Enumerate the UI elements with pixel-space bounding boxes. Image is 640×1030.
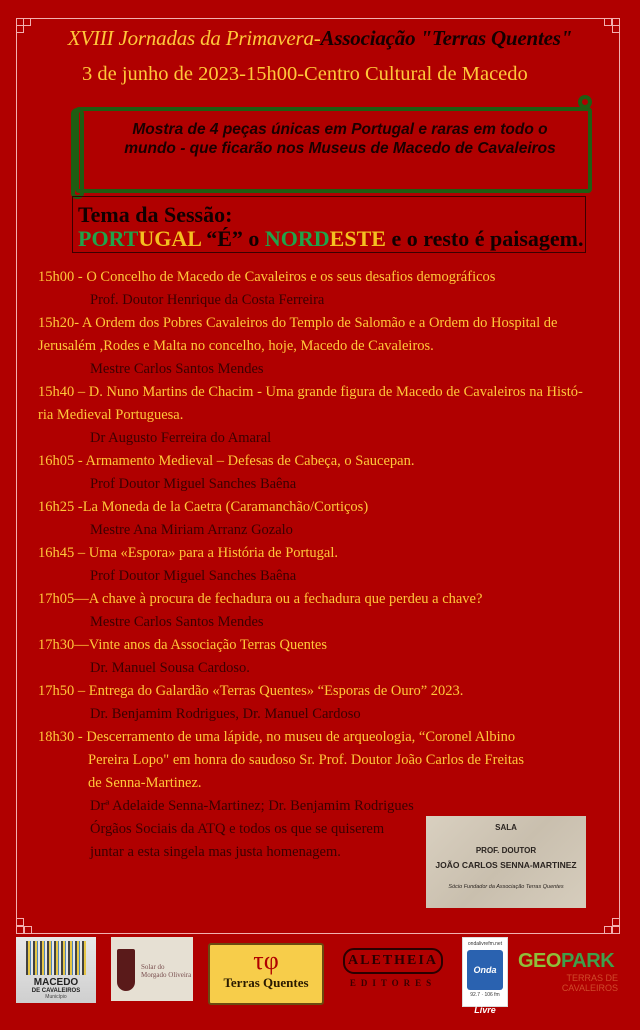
solar-logo-line1: Solar do [141,963,165,971]
solar-logo-text [141,963,191,979]
aletheia-name: ALETHEIA [343,948,443,974]
theme-part: ESTE [329,226,386,251]
program-speaker: Órgãos Sociais da ATQ e todos os que se quiserem [90,821,385,837]
program-speaker: juntar a esta singela mas justa homenagem. [90,844,341,860]
program-talk: 16h25 -La Moneda de la Caetra (Caramanchão/Cortiços) [38,499,369,515]
plaque-line2: PROF. DOUTOR [475,846,537,855]
memorial-plaque-photo [426,816,586,908]
geopark-name-a: GEO [518,950,561,972]
program-speaker: Drª Adelaide Senna-Martinez; Dr. Benjamim Rodrigues [90,798,414,814]
logo-solar-morgado-oliveira [111,937,193,1001]
aletheia-sub: EDITORES [349,978,437,988]
theme-part: e o resto é paisagem. [385,226,584,251]
geopark-name [518,950,622,973]
event-title-association: Associação "Terras Quentes" [320,26,573,50]
exhibit-banner-text [100,120,580,158]
exhibit-banner-line1: Mostra de 4 peças únicas em Portugal e raras em todo o [132,121,548,138]
program-talk: 17h30—Vinte anos da Associação Terras Quentes [38,637,327,653]
program-speaker: Prof. Doutor Henrique da Costa Ferreira [90,292,325,308]
program-speaker: Mestre Carlos Santos Mendes [90,614,264,630]
plaque-line1: SALA [495,823,517,832]
theme-part: PORT [78,226,139,251]
program-speaker: Prof Doutor Miguel Sanches Baêna [90,476,297,492]
event-title [0,26,640,51]
session-theme-label: Tema da Sessão: [78,202,233,227]
onda-livre-wave-icon: Onda Livre [467,950,503,990]
frame-corner-bottom-left [16,918,32,934]
solar-logo-line2: Morgado Oliveira [141,971,192,979]
program-speaker: Mestre Carlos Santos Mendes [90,361,264,377]
exhibit-banner-line2: mundo - que ficarão nos Museus de Macedo de Cavaleiros [124,140,556,157]
program-talk: 18h30 - Descerramento de uma lápide, no museu de arqueologia, “Coronel Albino [38,729,516,745]
program-talk: de Senna-Martinez. [88,775,202,791]
event-date-venue: 3 de junho de 2023-15h00-Centro Cultural de Macedo [82,63,528,85]
geopark-sub1: TERRAS DE [566,973,618,983]
program-talk: 15h20- A Ordem dos Pobres Cavaleiros do Templo de Salomão e a Ordem do Hospital de [38,315,558,331]
program-speaker: Dr. Benjamim Rodrigues, Dr. Manuel Cardoso [90,706,361,722]
program-talk: ria Medieval Portuguesa. [38,407,184,423]
program-talk: Pereira Lopo" em honra do saudoso Sr. Prof. Doutor João Carlos de Freitas [88,752,525,768]
terras-quentes-name: Terras Quentes [223,975,309,990]
coat-of-arms-icon [117,949,135,991]
logo-aletheia-editores [334,944,452,1002]
program-speaker: Dr. Manuel Sousa Cardoso. [90,660,250,676]
theme-part: UGAL [138,226,207,251]
program-talk: 16h05 - Armamento Medieval – Defesas de Cabeça, o Saucepan. [38,453,415,469]
geopark-sub2: CAVALEIROS [561,983,618,993]
program-speaker: Prof Doutor Miguel Sanches Baêna [90,568,297,584]
theme-part: NORD [264,226,330,251]
onda-livre-frequency: 92.7 · 106 fm [470,992,500,998]
macedo-logo-name: MACEDO [33,977,79,988]
program-talk: 15h00 - O Concelho de Macedo de Cavaleiros e os seus desafios demográficos [38,269,496,285]
program-talk: 17h50 – Entrega do Galardão «Terras Quentes» “Esporas de Ouro” 2023. [38,683,464,699]
session-theme-text [78,226,584,252]
program-talk: Jerusalém ,Rodes e Malta no concelho, hoje, Macedo de Cavaleiros. [38,338,434,354]
logo-geopark [518,950,622,993]
scroll-roll-right [578,95,592,109]
geopark-name-b: PARK [560,950,615,972]
program-talk: 16h45 – Uma «Espora» para a História de Portugal. [38,545,338,561]
logo-onda-livre-radio [462,937,508,1015]
logo-macedo-de-cavaleiros [16,937,96,1003]
program-talk: 17h05—A chave à procura de fechadura ou a fechadura que perdeu a chave? [38,591,483,607]
frame-corner-bottom-right [604,918,620,934]
onda-livre-url: ondalivrefm.net [467,941,503,947]
theme-part: “É” o [206,226,265,251]
macedo-logo-sub: DE CAVALEIROS [31,988,81,994]
macedo-map-icon [26,941,86,975]
plaque-line4: Sócio Fundador da Associação Terras Quentes [448,884,564,890]
plaque-line3: JOÃO CARLOS SENNA-MARTINEZ [435,860,577,870]
macedo-logo-tag: Município [45,994,67,1000]
program-speaker: Mestre Ana Miriam Arranz Gozalo [90,522,293,538]
terras-quentes-symbol-icon: τφ [253,946,279,975]
scroll-roll-left [71,108,84,199]
program-talk: 15h40 – D. Nuno Martins de Chacim - Uma grande figura de Macedo de Cavaleiros na Histó- [38,384,583,400]
event-title-part1: XVIII Jornadas da Primavera- [67,26,321,50]
logo-terras-quentes [208,943,324,1005]
program-speaker: Dr Augusto Ferreira do Amaral [90,430,272,446]
program-list [38,266,598,864]
